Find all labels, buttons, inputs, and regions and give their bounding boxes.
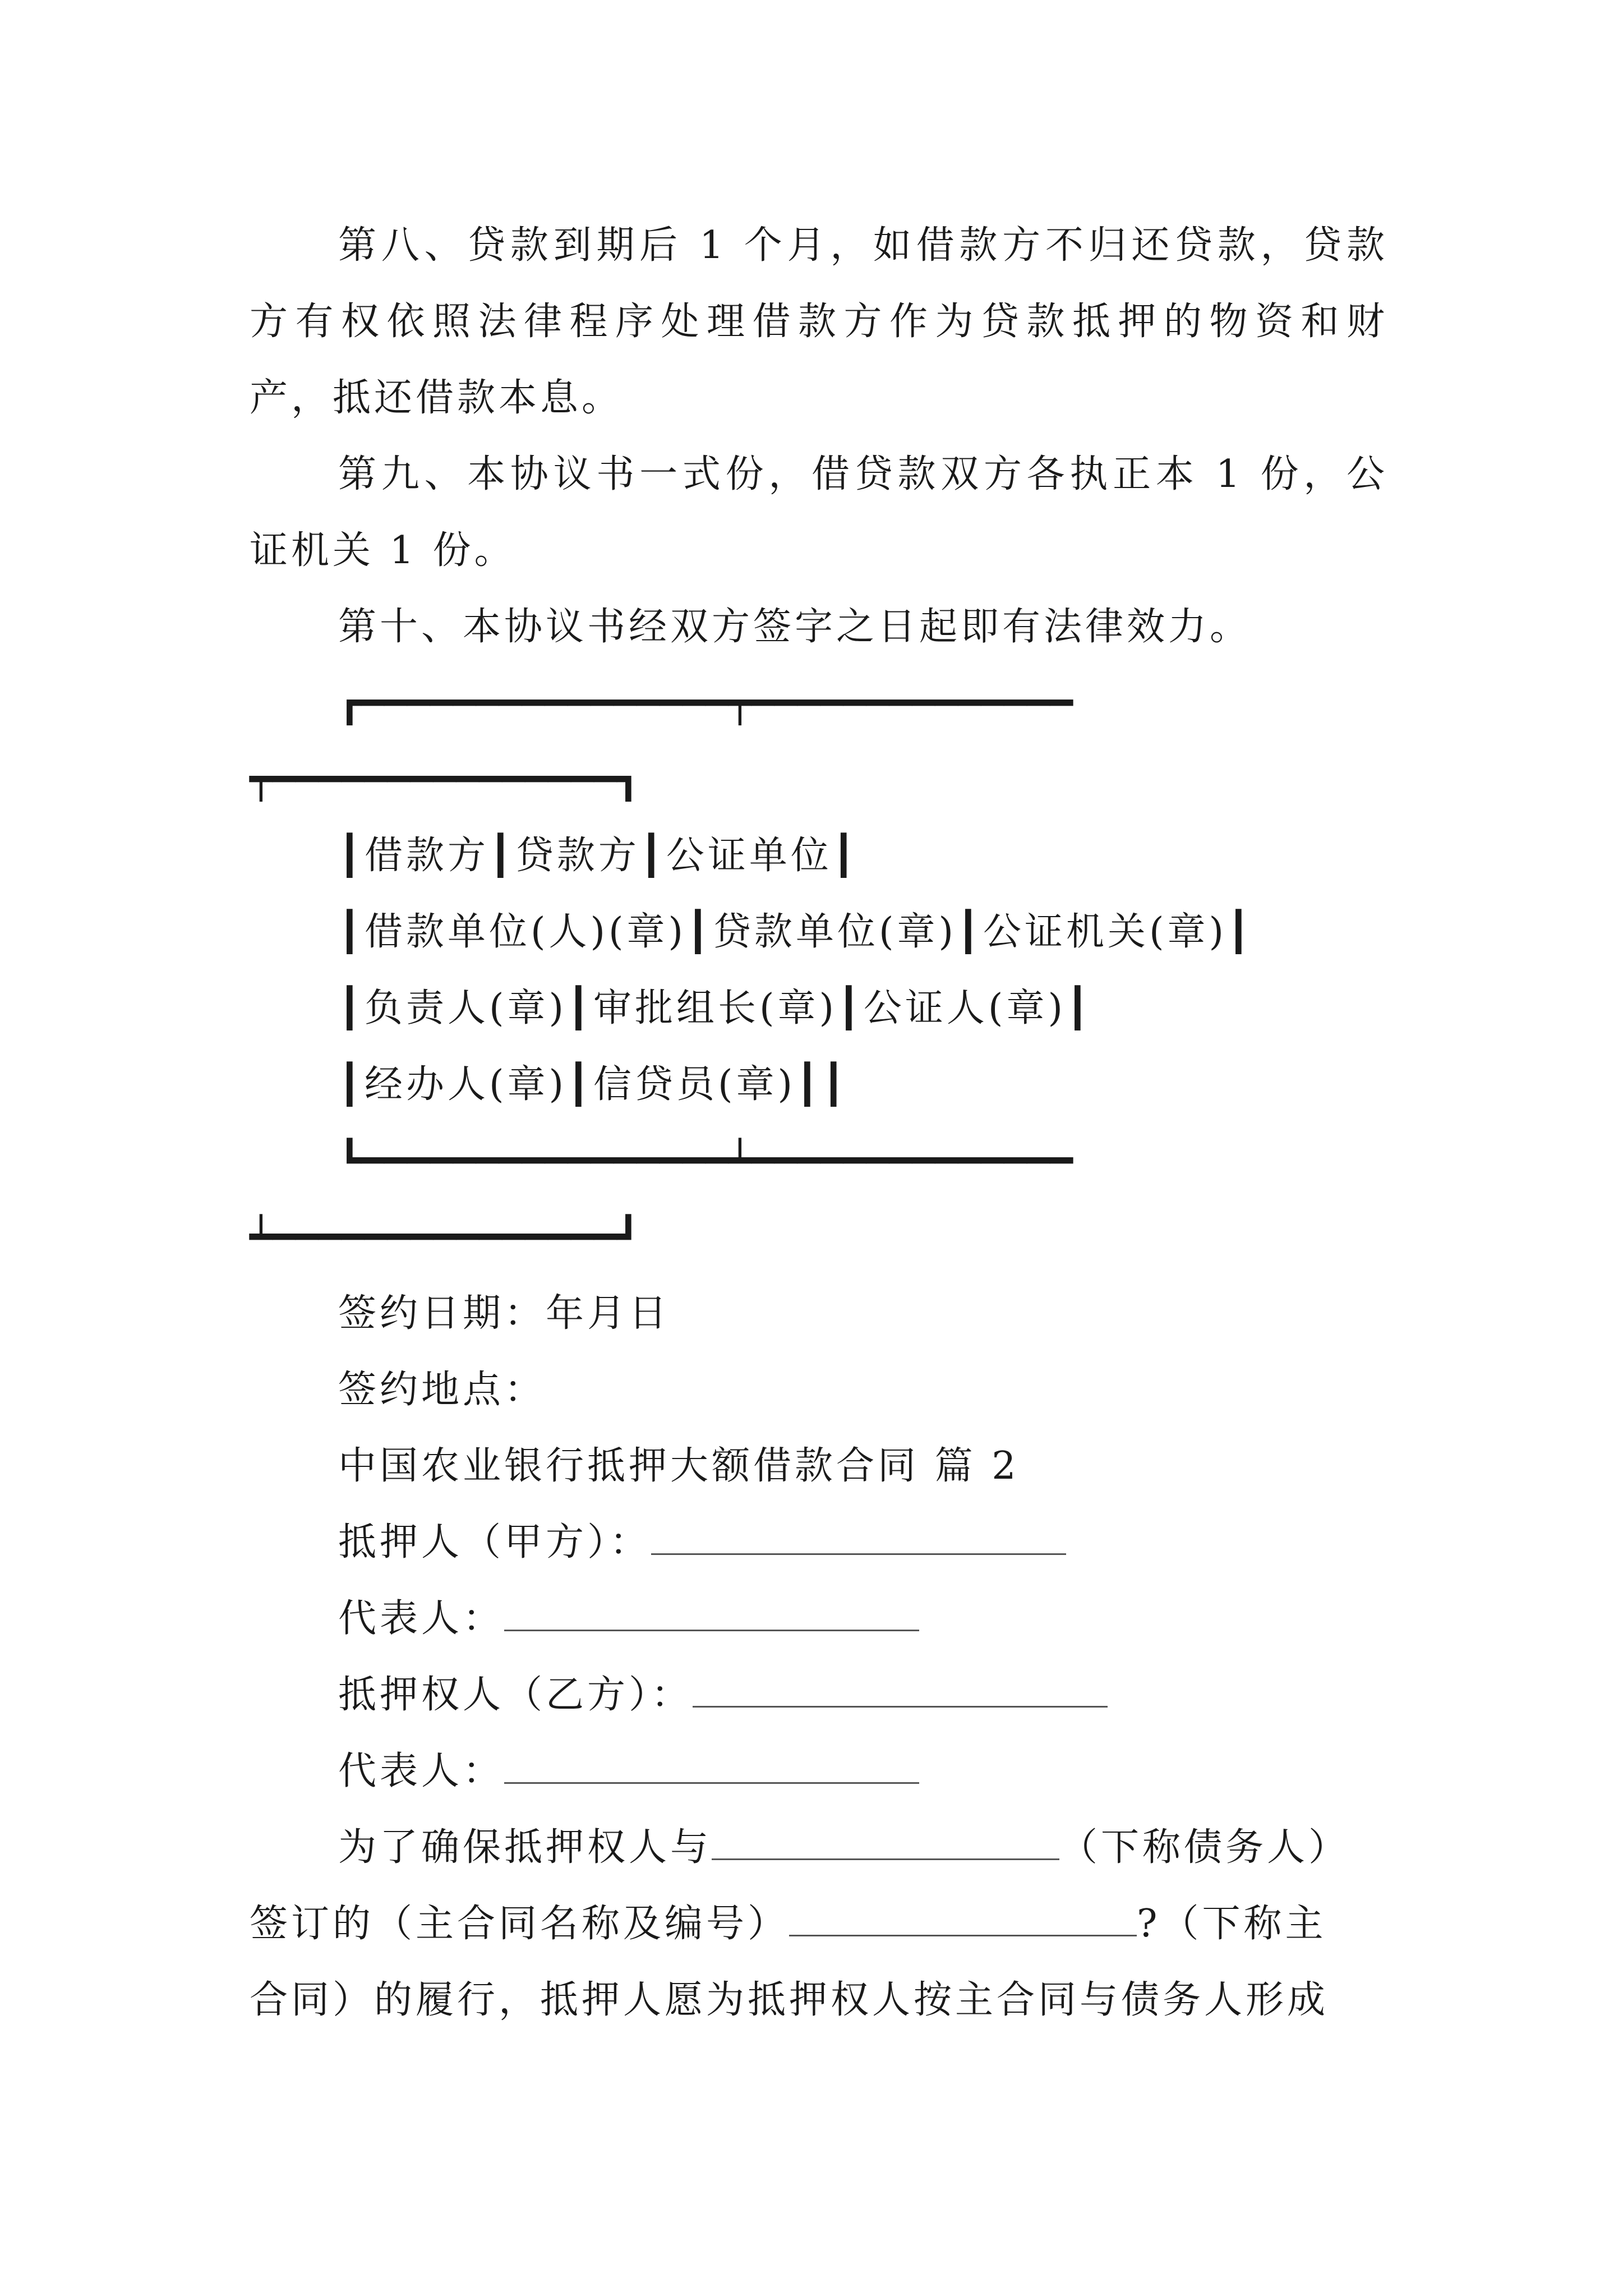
table-bottom-rule-2: ┷━━━━━━━━━━━━━━━┛: [250, 1215, 640, 1259]
sign-date: 签约日期：年月日: [338, 1291, 671, 1336]
purpose-line-3: 合同）的履行，抵押人愿为抵押权人按主合同与债务人形成: [250, 1978, 1329, 2022]
mortgagee-blank-field: [693, 1677, 1108, 1708]
purpose-line-1-end: （下称债务人）: [1059, 1825, 1350, 1870]
article-8-line-3: 产，抵还借款本息。: [250, 376, 624, 420]
sign-place: 签约地点：: [338, 1368, 546, 1412]
debtor-blank-field: [712, 1829, 1059, 1860]
representative-2-row: [250, 1733, 1388, 1810]
representative-1-row: [250, 1581, 1388, 1657]
mortgagor-label: 抵押人（甲方）：: [338, 1520, 652, 1565]
contract-2-title: 中国农业银行抵押大额借款合同 篇 2: [338, 1444, 1020, 1488]
purpose-line-1-start: 为了确保抵押权人与: [338, 1825, 712, 1870]
mortgagee-row: [250, 1657, 1388, 1733]
article-10: 第十、本协议书经双方签字之日起即有法律效力。: [338, 605, 1252, 649]
table-top-rule-2: ┯━━━━━━━━━━━━━━━┓: [250, 757, 640, 802]
representative-2-blank-field: [504, 1753, 919, 1784]
purpose-line-1: [250, 1810, 1388, 1886]
purpose-line-2-end: ?（下称主: [1137, 1902, 1327, 1946]
article-9-line-1: 第九、本协议书一式份，借贷款双方各执正本 1 份，公: [338, 452, 1388, 496]
mortgagor-blank-field: [651, 1524, 1066, 1555]
table-top-rule-1: ┏━━━━━━━━━━━━━━━━┯━━━━━━━━━━━━━━: [338, 681, 1073, 725]
article-8-line-2: 方有权依照法律程序处理借款方作为贷款抵押的物资和财: [250, 300, 1388, 344]
representative-1-blank-field: [504, 1600, 919, 1631]
table-row-header: ┃借款方┃贷款方┃公证单位┃: [338, 834, 859, 878]
article-8-line-1: 第八、贷款到期后 1 个月，如借款方不归还贷款，贷款: [338, 223, 1388, 268]
purpose-line-2-start: 签订的（主合同名称及编号）: [250, 1902, 790, 1946]
representative-2-label: 代表人：: [338, 1749, 505, 1793]
table-row-unit: ┃借款单位(人)(章)┃贷款单位(章)┃公证机关(章)┃: [338, 910, 1253, 954]
contract-number-blank-field: [789, 1906, 1137, 1936]
article-9-line-2: 证机关 1 份。: [250, 528, 516, 573]
table-bottom-rule-1: ┗━━━━━━━━━━━━━━━━┷━━━━━━━━━━━━━━: [338, 1139, 1073, 1183]
table-row-responsible: ┃负责人(章)┃审批组长(章)┃公证人(章)┃: [338, 986, 1092, 1030]
purpose-line-2: [250, 1886, 1388, 1962]
mortgagee-label: 抵押权人（乙方）：: [338, 1673, 693, 1717]
representative-1-label: 代表人：: [338, 1596, 505, 1641]
document-page: [250, 208, 1388, 2039]
table-row-handler: ┃经办人(章)┃信贷员(章)┃┃: [338, 1062, 849, 1107]
mortgagor-row: [250, 1504, 1388, 1581]
